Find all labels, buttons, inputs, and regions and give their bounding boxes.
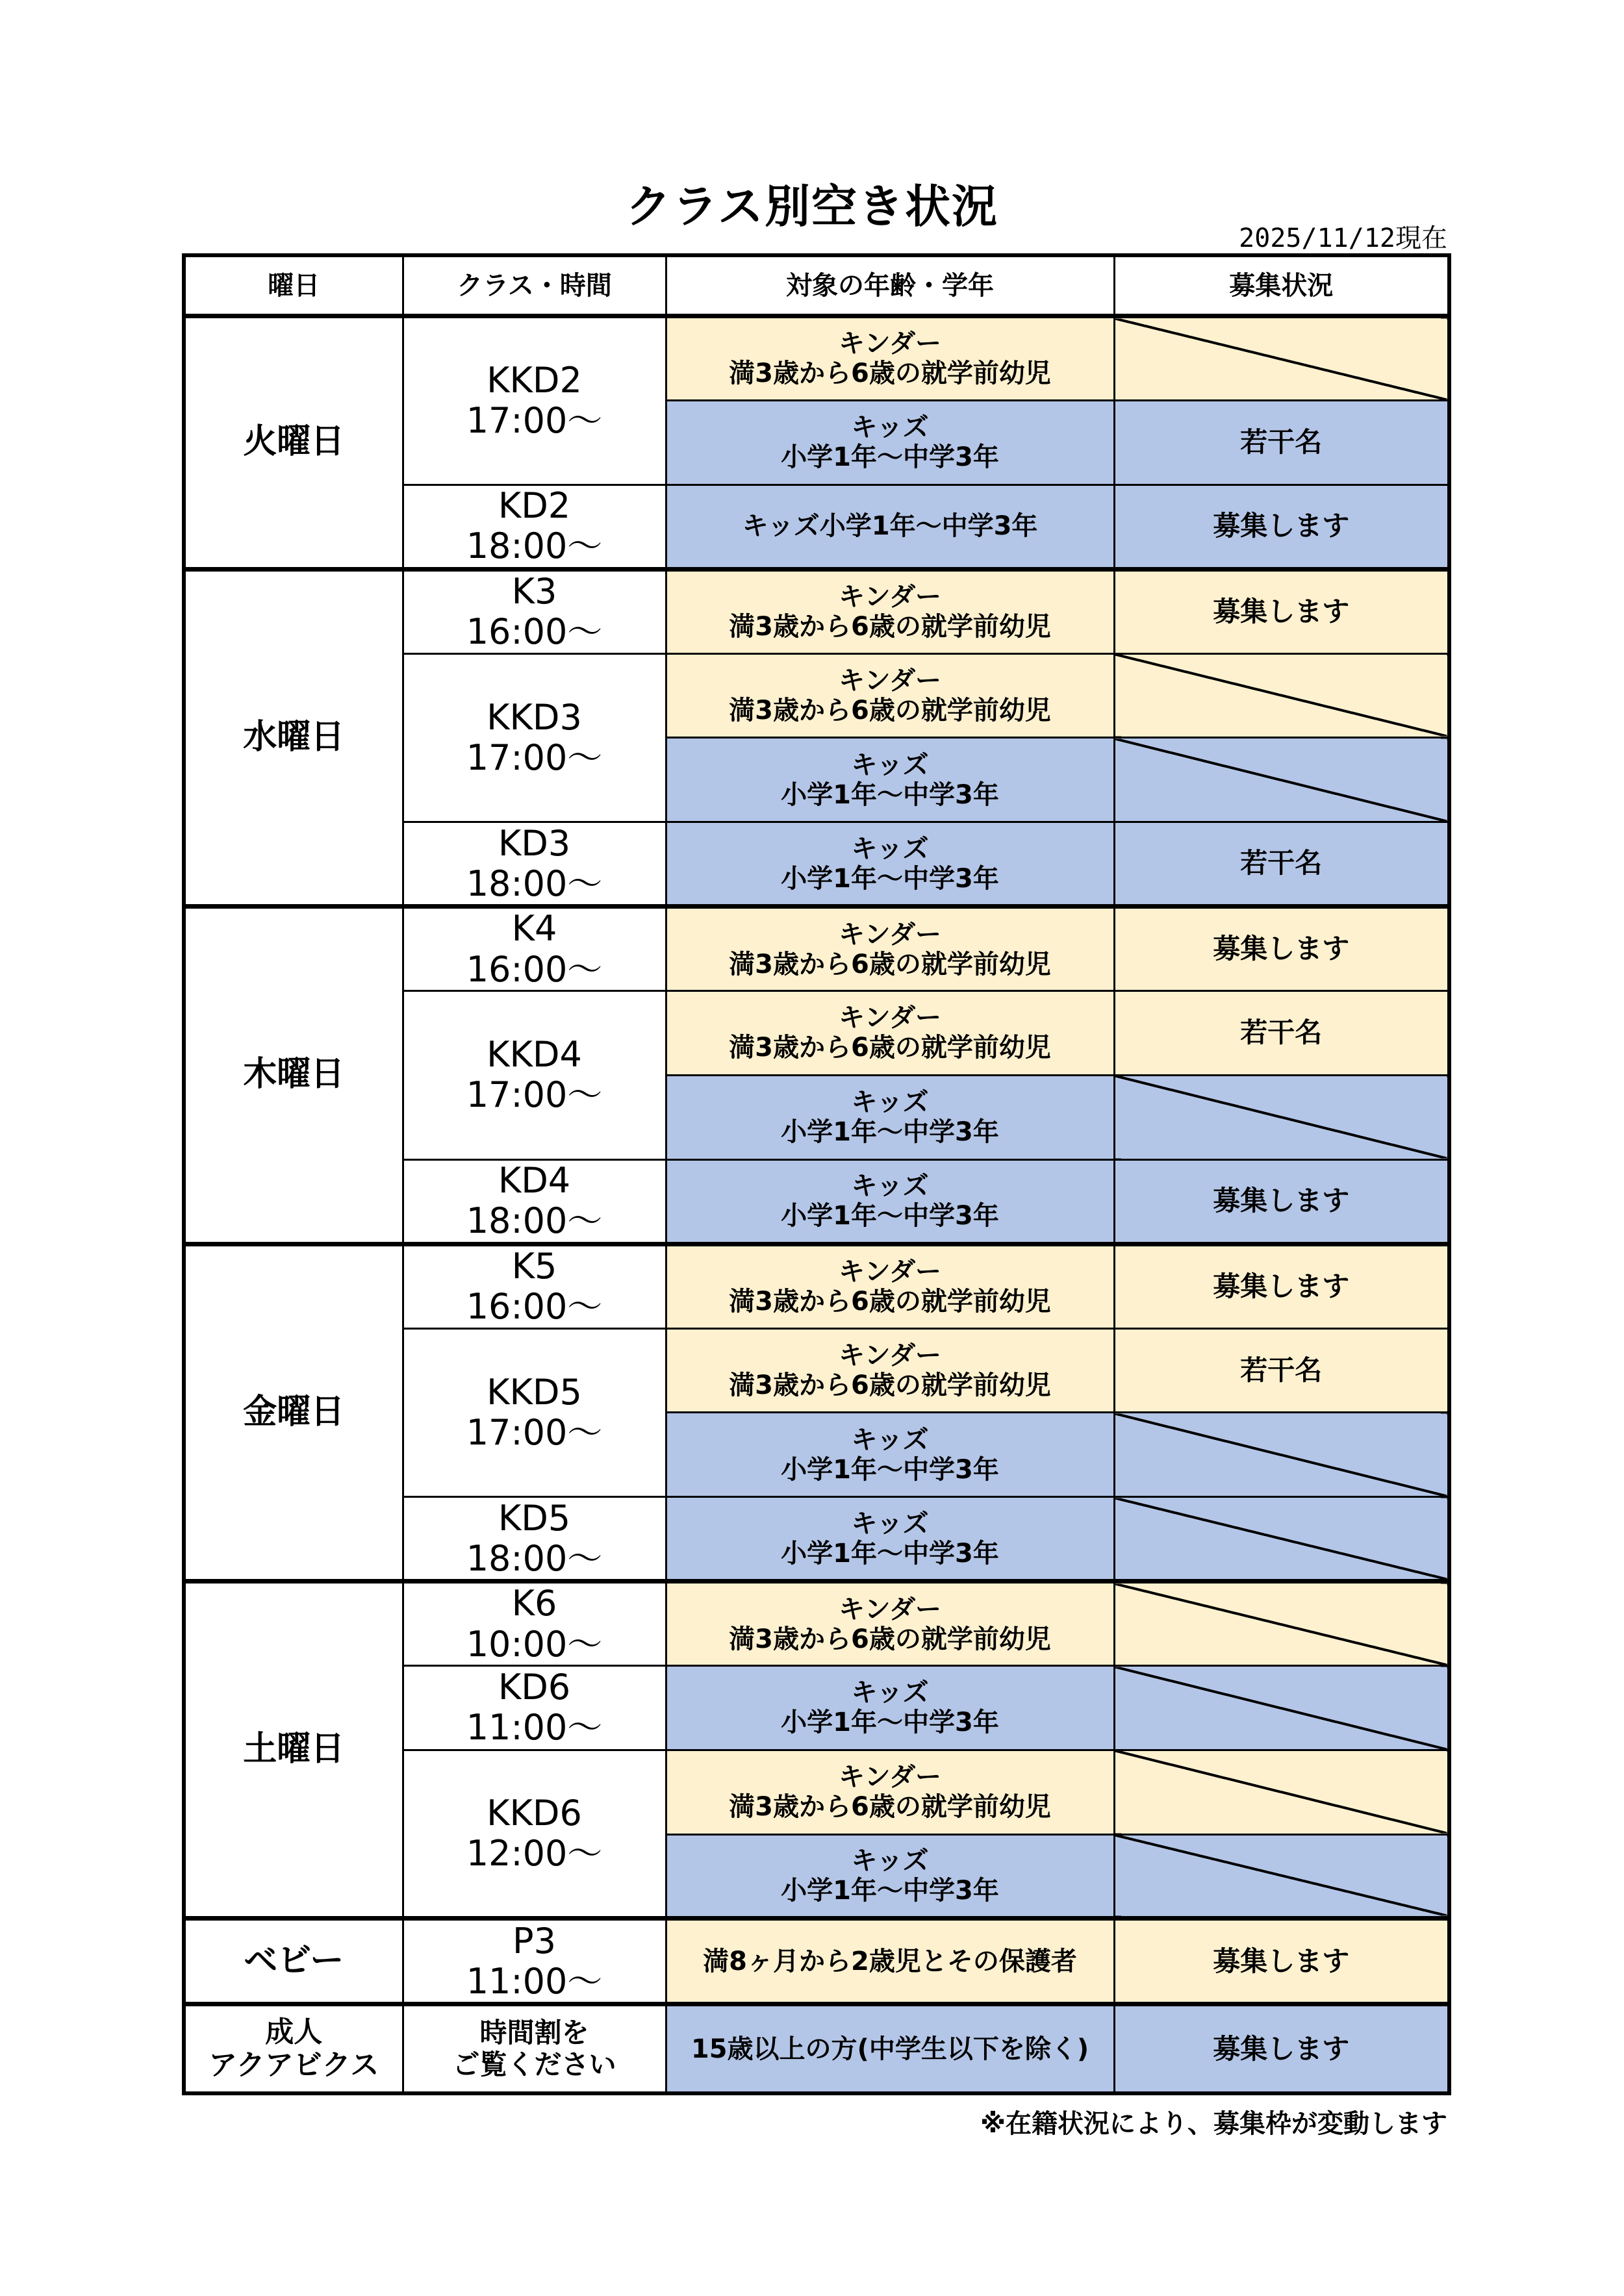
class-k6: K6 10:00〜 [403,1582,666,1666]
target-kinder: キンダー 満3歳から6歳の就学前幼児 [666,316,1114,401]
target-kinder: キンダー 満3歳から6歳の就学前幼児 [666,1244,1114,1328]
status-none [1114,1413,1449,1497]
header-status: 募集状況 [1114,255,1449,316]
class-kd2: KD2 18:00〜 [403,485,666,569]
status-some: 若干名 [1114,991,1449,1076]
class-kkd4: KKD4 17:00〜 [403,991,666,1160]
status-none [1114,653,1449,738]
class-k4: K4 16:00〜 [403,907,666,991]
status-none [1114,1750,1449,1834]
class-k3: K3 16:00〜 [403,569,666,653]
target-kids: キッズ 小学1年〜中学3年 [666,1834,1114,1919]
class-k5: K5 16:00〜 [403,1244,666,1328]
day-thursday: 木曜日 [184,907,403,1244]
as-of-date: 2025/11/12現在 [1239,223,1447,253]
class-kkd6: KKD6 12:00〜 [403,1750,666,1919]
table-row [184,316,1449,401]
class-kd5: KD5 18:00〜 [403,1497,666,1582]
target-kids: キッズ 小学1年〜中学3年 [666,1497,1114,1582]
target-kids: キッズ 小学1年〜中学3年 [666,1075,1114,1159]
status-open: 募集します [1114,569,1449,653]
target-kinder: キンダー 満3歳から6歳の就学前幼児 [666,1750,1114,1834]
table-row [184,1582,1449,1666]
target-kids: キッズ 小学1年〜中学3年 [666,1413,1114,1497]
status-none [1114,1666,1449,1750]
target-kids: キッズ 小学1年〜中学3年 [666,1159,1114,1244]
availability-table [182,253,1451,2095]
status-open: 募集します [1114,1159,1449,1244]
target-kinder: キンダー 満3歳から6歳の就学前幼児 [666,569,1114,653]
class-p3: P3 11:00〜 [403,1919,666,2004]
status-some: 若干名 [1114,400,1449,485]
day-adult: 成人 アクアビクス [184,2004,403,2093]
day-baby: ベビー [184,1919,403,2004]
status-open: 募集します [1114,1919,1449,2004]
status-none [1114,1582,1449,1666]
class-kd3: KD3 18:00〜 [403,822,666,907]
class-kkd3: KKD3 17:00〜 [403,653,666,822]
status-open: 募集します [1114,2004,1449,2093]
class-kkd5: KKD5 17:00〜 [403,1328,666,1497]
status-none [1114,1075,1449,1159]
day-tuesday: 火曜日 [184,316,403,570]
target-kids: キッズ小学1年〜中学3年 [666,485,1114,569]
class-kd4: KD4 18:00〜 [403,1159,666,1244]
target-baby: 満8ヶ月から2歳児とその保護者 [666,1919,1114,2004]
status-none [1114,1497,1449,1582]
target-adult: 15歳以上の方(中学生以下を除く) [666,2004,1114,2093]
day-friday: 金曜日 [184,1244,403,1582]
day-saturday: 土曜日 [184,1582,403,1919]
table-row [184,569,1449,653]
target-kids: キッズ 小学1年〜中学3年 [666,400,1114,485]
table-row [184,1244,1449,1328]
target-kinder: キンダー 満3歳から6歳の就学前幼児 [666,653,1114,738]
status-open: 募集します [1114,1244,1449,1328]
status-open: 募集します [1114,485,1449,569]
status-none [1114,1834,1449,1919]
header-day: 曜日 [184,255,403,316]
status-none [1114,316,1449,401]
header-class-time: クラス・時間 [403,255,666,316]
class-kkd2: KKD2 17:00〜 [403,316,666,485]
status-some: 若干名 [1114,1328,1449,1413]
target-kinder: キンダー 満3歳から6歳の就学前幼児 [666,907,1114,991]
target-kids: キッズ 小学1年〜中学3年 [666,1666,1114,1750]
status-none [1114,738,1449,822]
target-kinder: キンダー 満3歳から6歳の就学前幼児 [666,1582,1114,1666]
table-row [184,907,1449,991]
status-open: 募集します [1114,907,1449,991]
header-row [184,255,1449,316]
class-kd6: KD6 11:00〜 [403,1666,666,1750]
status-some: 若干名 [1114,822,1449,907]
table-row [184,2004,1449,2093]
class-adult: 時間割を ご覧ください [403,2004,666,2093]
footnote: ※在籍状況により、募集枠が変動します [980,2109,1447,2139]
target-kids: キッズ 小学1年〜中学3年 [666,738,1114,822]
day-wednesday: 水曜日 [184,569,403,907]
target-kids: キッズ 小学1年〜中学3年 [666,822,1114,907]
target-kinder: キンダー 満3歳から6歳の就学前幼児 [666,1328,1114,1413]
header-target: 対象の年齢・学年 [666,255,1114,316]
page-title: クラス別空き状況 [626,180,998,233]
target-kinder: キンダー 満3歳から6歳の就学前幼児 [666,991,1114,1076]
table-row [184,1919,1449,2004]
